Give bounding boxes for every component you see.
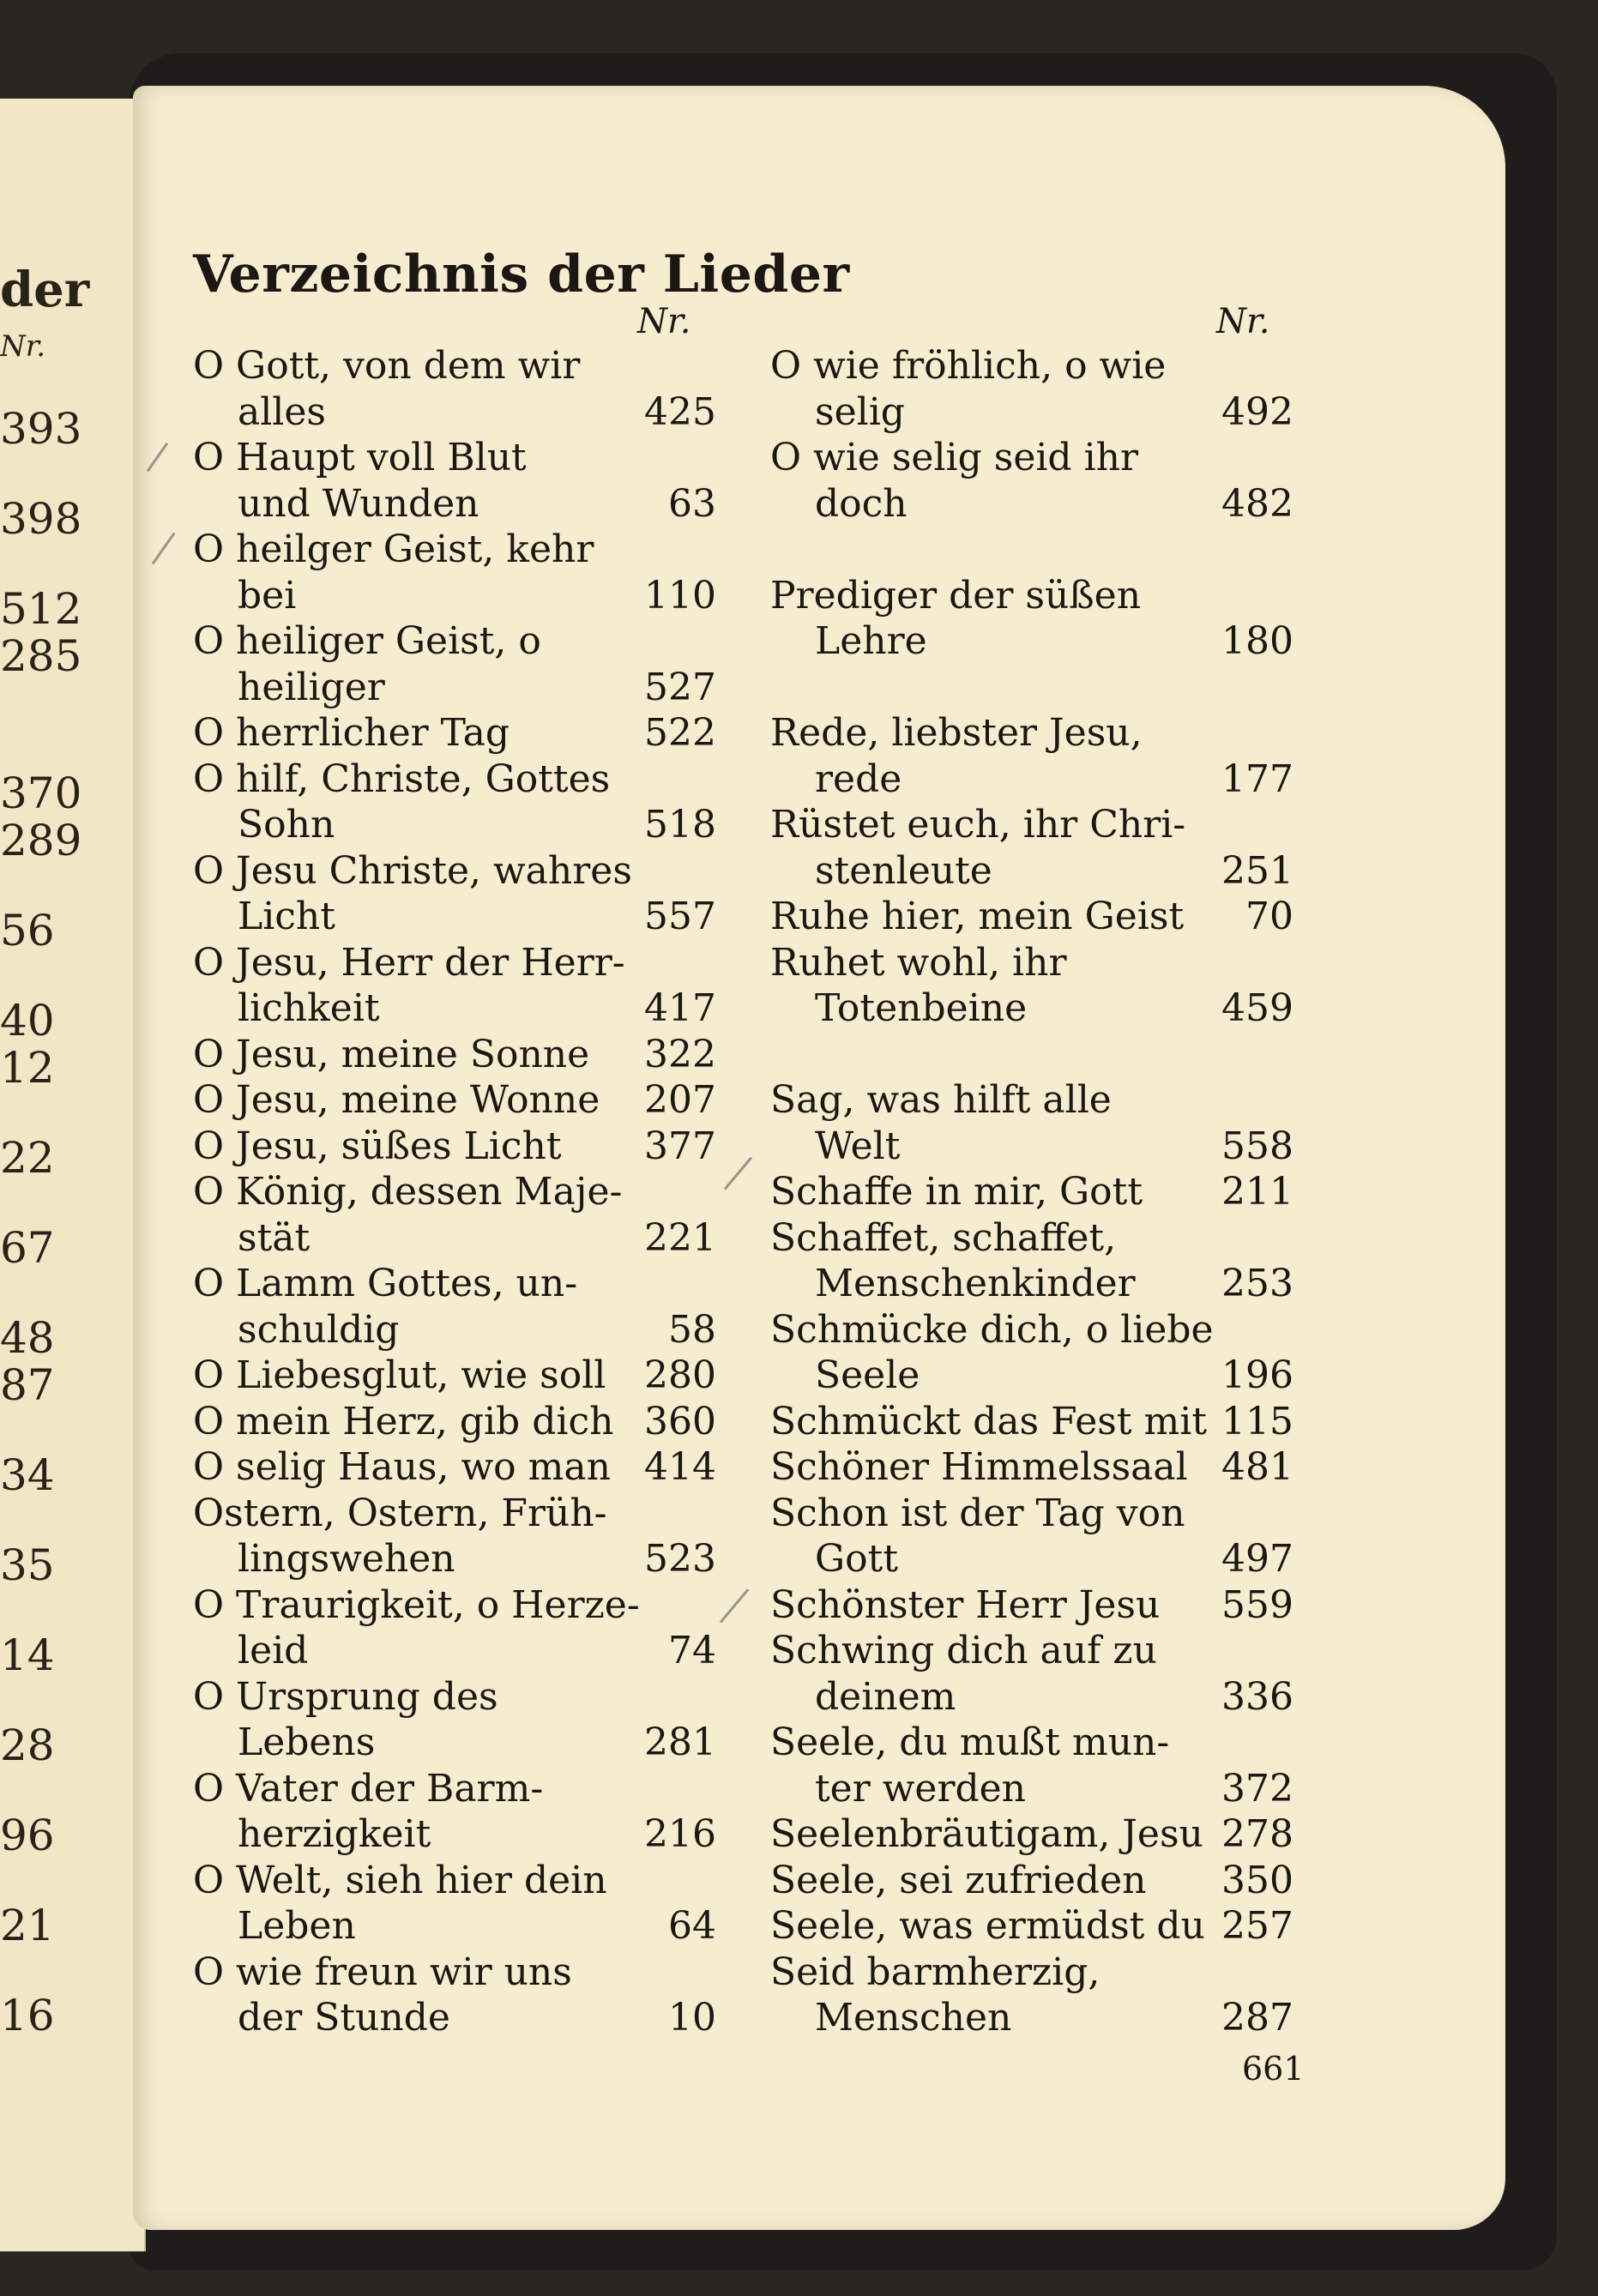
entry-number: 559 [1221,1582,1293,1627]
index-column-right [770,343,1293,2041]
index-entry [193,1261,716,1353]
entry-title: O Jesu, Herr der Herr- [193,940,625,985]
index-entry [770,1628,1293,1720]
entry-title: O Traurigkeit, o Herze- [193,1582,640,1627]
entry-title-continued: Sohn [238,803,335,847]
entry-title: O König, dessen Maje- [193,1170,623,1214]
entry-number: 70 [1245,895,1293,938]
index-column-left [193,343,716,2041]
index-entry [193,1766,716,1858]
entry-number: 287 [1221,1996,1293,2040]
entry-title-continued: lichkeit [238,986,380,1030]
entry-title-continued: stät [238,1215,311,1260]
left-page-number: 370 [0,768,82,818]
entry-number: 322 [644,1032,716,1076]
entry-number: 482 [1221,481,1293,526]
entry-number: 558 [1221,1124,1293,1168]
index-entry [770,1949,1293,2041]
entry-number: 10 [668,1996,716,2040]
entry-title-continued: rede [815,756,902,801]
left-page-number: 56 [0,906,55,955]
entry-number: 253 [1221,1262,1293,1305]
entry-title: Sag, was hilft alle [770,1078,1112,1122]
entry-number: 497 [1221,1537,1293,1581]
entry-title: O heiliger Geist, o [193,619,541,663]
index-entry [770,802,1293,894]
left-page-number: 14 [0,1630,55,1680]
entry-title: O Haupt voll Blut [193,436,527,479]
index-entry [193,1858,716,1949]
entry-title: Seele, was ermüdst du [770,1904,1205,1948]
entry-number: 74 [668,1629,716,1672]
entry-title-continued: schuldig [238,1307,400,1352]
entry-title: O Gott, von dem wir [193,344,581,388]
entry-title: Schmücke dich, o liebe [770,1307,1214,1352]
nr-header-left: Nr. [637,302,691,341]
index-entry [193,940,716,1032]
entry-title: Ruhet wohl, ihr [770,940,1067,985]
left-page-number: 393 [0,404,82,454]
index-entry [770,1077,1293,1169]
index-entry [770,1811,1293,1858]
entry-title: O selig Haus, wo man [193,1445,611,1489]
entry-number: 280 [644,1353,716,1397]
entry-title: O herrlicher Tag [193,711,510,755]
entry-title: O Jesu, meine Wonne [193,1078,600,1122]
entry-number: 257 [1221,1904,1293,1948]
index-entry [193,1399,716,1445]
left-page-number: 285 [0,631,82,681]
entry-title: Rede, liebster Jesu, [770,711,1143,755]
index-entry [193,1444,716,1491]
left-page-number: 512 [0,584,82,634]
entry-number: 518 [644,803,716,847]
entry-title: Seid barmherzig, [770,1949,1101,1994]
index-entry [770,1444,1293,1491]
index-entry [770,1307,1293,1399]
entry-title-continued: Welt [815,1124,901,1168]
entry-number: 177 [1221,756,1293,801]
index-entry [193,343,716,435]
index-entry [770,1215,1293,1307]
entry-number: 251 [1221,848,1293,893]
index-entry [770,1169,1293,1215]
entry-title: O Ursprung des [193,1674,498,1719]
entry-title: Seele, sei zufrieden [770,1858,1147,1902]
entry-title: Schöner Himmelssaal [770,1445,1188,1489]
left-page-number: 48 [0,1313,55,1363]
entry-title: O wie fröhlich, o wie [770,344,1167,388]
entry-title-continued: Seele [815,1353,920,1397]
index-entry [770,665,1293,711]
index-entry [770,527,1293,573]
entry-number: 115 [1221,1399,1293,1443]
entry-title: Seele, du mußt mun- [770,1720,1170,1764]
entry-number: 110 [644,573,716,618]
left-page-number: 16 [0,1991,55,2040]
entry-title-continued: leid [238,1629,309,1672]
entry-number: 207 [644,1078,716,1122]
entry-number: 414 [644,1445,716,1489]
nr-header-right: Nr. [1216,302,1270,341]
entry-title-continued: bei [238,573,297,618]
entry-title-continued: doch [815,481,908,526]
entry-number: 481 [1221,1445,1293,1489]
left-page-number: 289 [0,816,82,865]
entry-title: Seelenbräutigam, Jesu [770,1812,1203,1856]
index-entry [193,1124,716,1170]
index-entry [770,573,1293,665]
entry-title: O Lamm Gottes, un- [193,1262,578,1305]
index-entry [193,618,716,710]
left-page-number: 12 [0,1043,55,1093]
index-entry [193,1582,716,1674]
entry-title: O heilger Geist, kehr [193,527,594,571]
entry-title-continued: heiliger [238,665,385,709]
entry-title: Ostern, Ostern, Früh- [193,1491,607,1535]
entry-title-continued: selig [815,389,905,434]
entry-number: 336 [1221,1674,1293,1719]
entry-number: 459 [1221,986,1293,1030]
left-page-number: 67 [0,1223,55,1273]
entry-number: 211 [1221,1170,1293,1214]
index-entry [193,1491,716,1582]
entry-number: 557 [644,895,716,938]
index-entry [770,1858,1293,1904]
index-entry [193,527,716,618]
index-entry [193,1353,716,1399]
entry-title-continued: Menschen [815,1996,1012,2040]
entry-title: O hilf, Christe, Gottes [193,756,611,801]
index-entry [770,1582,1293,1629]
entry-title: Schaffet, schaffet, [770,1215,1117,1260]
entry-title-continued: stenleute [815,848,992,893]
entry-title-continued: alles [238,389,326,434]
entry-title: Schmückt das Fest mit [770,1399,1208,1443]
left-page-number: 35 [0,1540,55,1590]
entry-title-continued: Lehre [815,619,927,663]
left-page-number: 96 [0,1811,55,1860]
index-entry [193,1169,716,1261]
left-page-number: 34 [0,1450,55,1500]
entry-number: 180 [1221,619,1293,663]
entry-title: Rüstet euch, ihr Chri- [770,803,1186,847]
index-entry [770,940,1293,1032]
entry-number: 522 [644,711,716,755]
index-entry [770,1720,1293,1811]
index-entry [193,710,716,756]
entry-title-continued: Menschenkinder [815,1262,1136,1305]
index-entry [770,710,1293,802]
left-page-header-fragment: der [0,262,90,318]
entry-title: O Jesu, meine Sonne [193,1032,590,1076]
entry-title-continued: und Wunden [238,481,479,526]
left-page-number: 22 [0,1133,55,1183]
entry-title: Schaffe in mir, Gott [770,1170,1143,1214]
index-entry [193,848,716,940]
entry-title-continued: ter werden [815,1766,1027,1811]
page-title: Verzeichnis der Lieder [193,244,850,304]
entry-title: Ruhe hier, mein Geist [770,895,1185,938]
index-entry [193,1949,716,2041]
index-entry [770,894,1293,940]
entry-number: 377 [644,1124,716,1168]
entry-title-continued: Gott [815,1537,899,1581]
entry-title: O wie freun wir uns [193,1949,572,1994]
index-entry [193,1032,716,1078]
entry-number: 281 [644,1720,716,1764]
left-page-number: 87 [0,1360,55,1410]
left-page-nr-fragment: Nr. [0,329,46,364]
left-page-number: 40 [0,996,55,1046]
entry-title-continued: herzigkeit [238,1812,431,1856]
entry-title-continued: Licht [238,895,335,938]
entry-number: 417 [644,986,716,1030]
entry-number: 523 [644,1537,716,1581]
entry-number: 64 [668,1904,716,1948]
page-number: 661 [1242,2050,1305,2088]
entry-title-continued: deinem [815,1674,956,1719]
entry-number: 527 [644,665,716,709]
entry-title: O Welt, sieh hier dein [193,1858,607,1902]
entry-title: O mein Herz, gib dich [193,1399,614,1443]
entry-title-continued: Totenbeine [815,986,1028,1030]
entry-number: 58 [668,1307,716,1352]
index-entry [770,1491,1293,1582]
index-entry [193,1077,716,1124]
entry-number: 372 [1221,1766,1293,1811]
entry-number: 360 [644,1399,716,1443]
index-entry [770,1399,1293,1445]
left-page-number: 28 [0,1720,55,1770]
entry-title: Prediger der süßen [770,573,1142,618]
entry-number: 278 [1221,1812,1293,1856]
left-page-number: 21 [0,1901,55,1950]
entry-number: 350 [1221,1858,1293,1902]
index-entry [770,1903,1293,1949]
entry-number: 492 [1221,389,1293,434]
entry-number: 63 [668,481,716,526]
index-entry [770,435,1293,527]
index-entry [193,756,716,848]
entry-number: 216 [644,1812,716,1856]
index-entry [193,435,716,527]
entry-title-continued: der Stunde [238,1996,450,2040]
entry-title: O wie selig seid ihr [770,436,1139,479]
entry-title: O Vater der Barm- [193,1766,544,1811]
entry-title: O Liebesglut, wie soll [193,1353,606,1397]
entry-title: Schwing dich auf zu [770,1629,1157,1672]
entry-title: Schon ist der Tag von [770,1491,1185,1535]
left-page-number: 398 [0,494,82,544]
entry-number: 196 [1221,1353,1293,1397]
entry-number: 221 [644,1215,716,1260]
index-entry [770,1032,1293,1078]
entry-title: O Jesu Christe, wahres [193,848,632,893]
entry-title: Schönster Herr Jesu [770,1582,1161,1627]
index-entry [193,1674,716,1766]
entry-title-continued: lingswehen [238,1537,455,1581]
entry-title: O Jesu, süßes Licht [193,1124,562,1168]
entry-number: 425 [644,389,716,434]
index-entry [770,343,1293,435]
entry-title-continued: Lebens [238,1720,376,1764]
entry-title-continued: Leben [238,1904,356,1948]
left-page [0,99,146,2251]
